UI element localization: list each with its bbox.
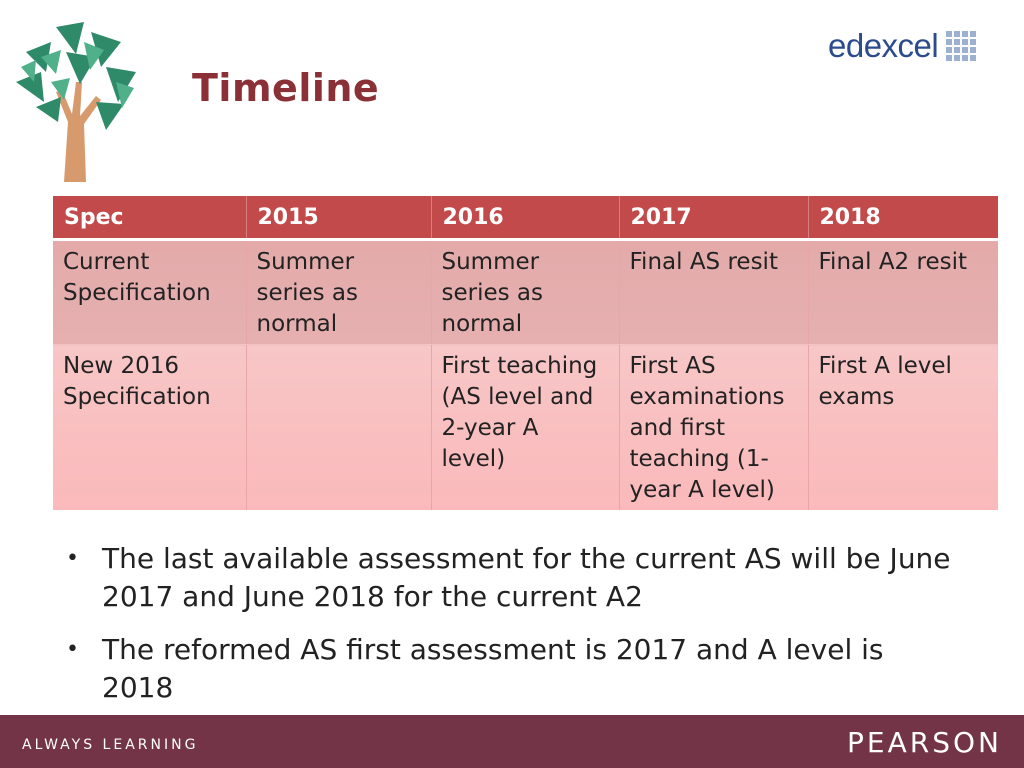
table-cell: First AS examinations and first teaching (1-year A level): [619, 345, 808, 511]
bullet-list: [62, 540, 962, 722]
timeline-table: [53, 196, 998, 510]
bullet-text: The reformed AS first assessment is 2017 and A level is 2018: [102, 633, 884, 704]
table-cell: Final AS resit: [619, 240, 808, 345]
table-cell: First A level exams: [808, 345, 998, 511]
pearson-logo: PEARSON: [847, 726, 1002, 759]
footer-tagline: ALWAYS LEARNING: [22, 737, 199, 753]
bullet-text: The last available assessment for the current AS will be June 2017 and June 2018 for the current A2: [102, 542, 951, 613]
table-cell: Current Specification: [53, 240, 246, 345]
table-header-row: [53, 196, 998, 240]
bullet-icon: •: [66, 546, 79, 571]
page-title: Timeline: [192, 66, 380, 110]
brand-dots-icon: [946, 31, 976, 61]
bullet-icon: •: [66, 637, 79, 662]
table-cell: Summer series as normal: [246, 240, 431, 345]
list-item: [62, 631, 962, 707]
header-cell-spec: Spec: [53, 196, 246, 240]
header-cell-2015: 2015: [246, 196, 431, 240]
table-cell: Summer series as normal: [431, 240, 619, 345]
header-cell-2017: 2017: [619, 196, 808, 240]
table-row: [53, 345, 998, 511]
table-cell: New 2016 Specification: [53, 345, 246, 511]
edexcel-logo: [828, 26, 976, 66]
table-cell: Final A2 resit: [808, 240, 998, 345]
table-cell: First teaching (AS level and 2-year A level): [431, 345, 619, 511]
header-cell-2016: 2016: [431, 196, 619, 240]
tree-logo-icon: [6, 12, 146, 182]
table-cell: [246, 345, 431, 511]
brand-name: edexcel: [828, 27, 939, 64]
list-item: [62, 540, 962, 616]
header-cell-2018: 2018: [808, 196, 998, 240]
footer-bar: [0, 715, 1024, 768]
table-row: [53, 240, 998, 345]
